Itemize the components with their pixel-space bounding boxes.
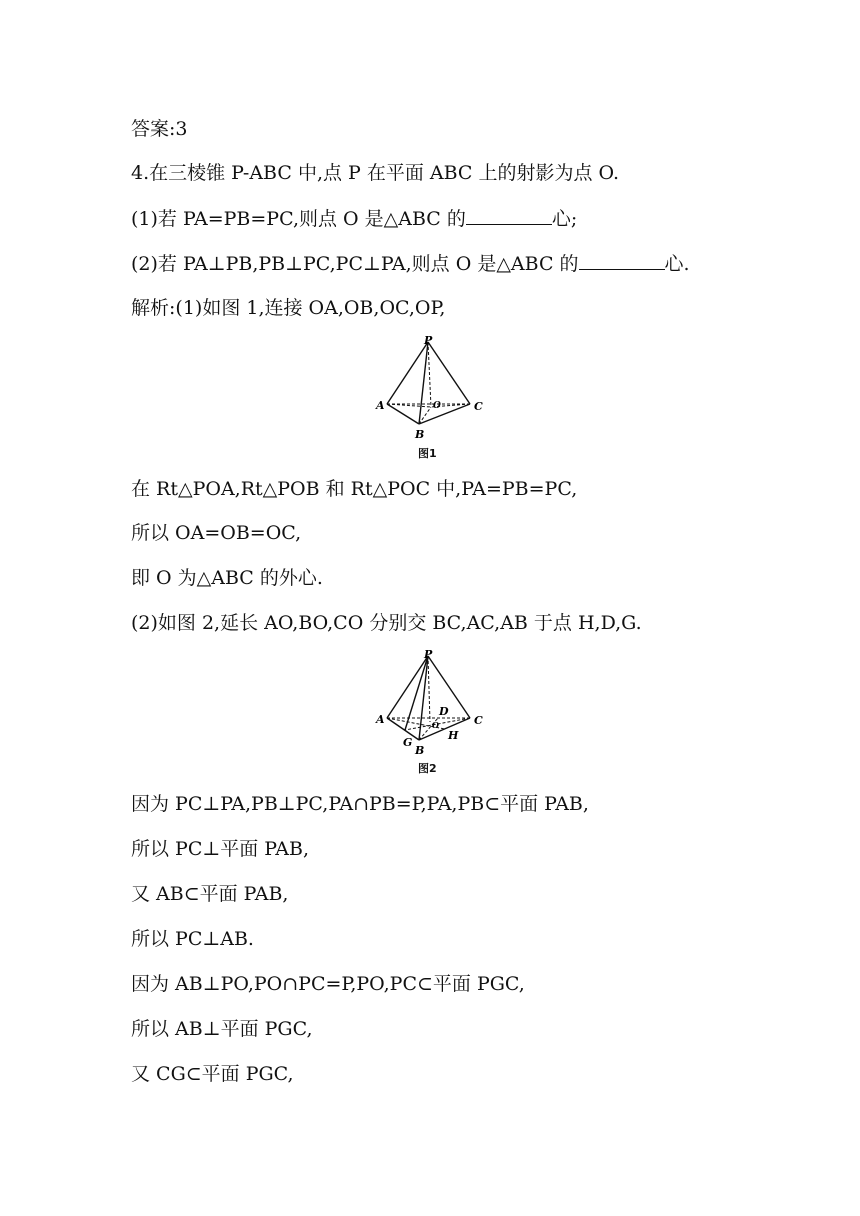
- figure-2: [368, 648, 498, 758]
- q4-1-suffix: 心;: [551, 208, 578, 230]
- label-c: C: [474, 714, 483, 727]
- label-b: B: [415, 744, 425, 757]
- label-b: B: [415, 428, 425, 441]
- label-a: A: [376, 713, 385, 726]
- step-9: 所以 AB⊥平面 PGC,: [131, 1018, 313, 1040]
- step-1: 在 Rt△POA,Rt△POB 和 Rt△POC 中,PA=PB=PC,: [131, 478, 578, 500]
- label-p: P: [424, 334, 433, 347]
- label-o: O: [432, 720, 439, 730]
- figure-1-caption: 图1: [418, 447, 437, 460]
- question-4: 4.在三棱锥 P-ABC 中,点 P 在平面 ABC 上的射影为点 O.: [131, 162, 620, 184]
- answer-blank-2: [579, 251, 665, 270]
- label-p: P: [424, 648, 433, 661]
- q4-2-suffix: 心.: [664, 253, 690, 275]
- step-3: 即 O 为△ABC 的外心.: [131, 567, 323, 589]
- tetrahedron-diagram-1: [368, 334, 498, 444]
- figure-1: [368, 334, 498, 444]
- label-a: A: [376, 399, 385, 412]
- analysis-part-2: (2)如图 2,延长 AO,BO,CO 分别交 BC,AC,AB 于点 H,D,G.: [131, 612, 642, 634]
- step-4: 因为 PC⊥PA,PB⊥PC,PA∩PB=P,PA,PB⊂平面 PAB,: [131, 793, 589, 815]
- answer-line: 答案:3: [131, 118, 188, 140]
- label-h: H: [448, 729, 459, 742]
- tetrahedron-diagram-2: [368, 648, 498, 758]
- analysis-part-1: 解析:(1)如图 1,连接 OA,OB,OC,OP,: [131, 297, 446, 319]
- label-c: C: [474, 400, 483, 413]
- step-7: 所以 PC⊥AB.: [131, 928, 254, 950]
- step-10: 又 CG⊂平面 PGC,: [131, 1063, 294, 1085]
- step-8: 因为 AB⊥PO,PO∩PC=P,PO,PC⊂平面 PGC,: [131, 973, 525, 995]
- q4-2-text: (2)若 PA⊥PB,PB⊥PC,PC⊥PA,则点 O 是△ABC 的: [131, 253, 579, 275]
- figure-2-caption: 图2: [418, 762, 437, 775]
- question-4-part-1: [131, 206, 577, 231]
- step-6: 又 AB⊂平面 PAB,: [131, 883, 289, 905]
- question-4-part-2: [131, 251, 690, 276]
- label-d: D: [439, 705, 449, 718]
- label-g: G: [403, 736, 413, 749]
- step-2: 所以 OA=OB=OC,: [131, 522, 302, 544]
- step-5: 所以 PC⊥平面 PAB,: [131, 838, 310, 860]
- answer-blank-1: [466, 206, 552, 225]
- label-o: O: [433, 401, 441, 411]
- q4-1-text: (1)若 PA=PB=PC,则点 O 是△ABC 的: [131, 208, 466, 230]
